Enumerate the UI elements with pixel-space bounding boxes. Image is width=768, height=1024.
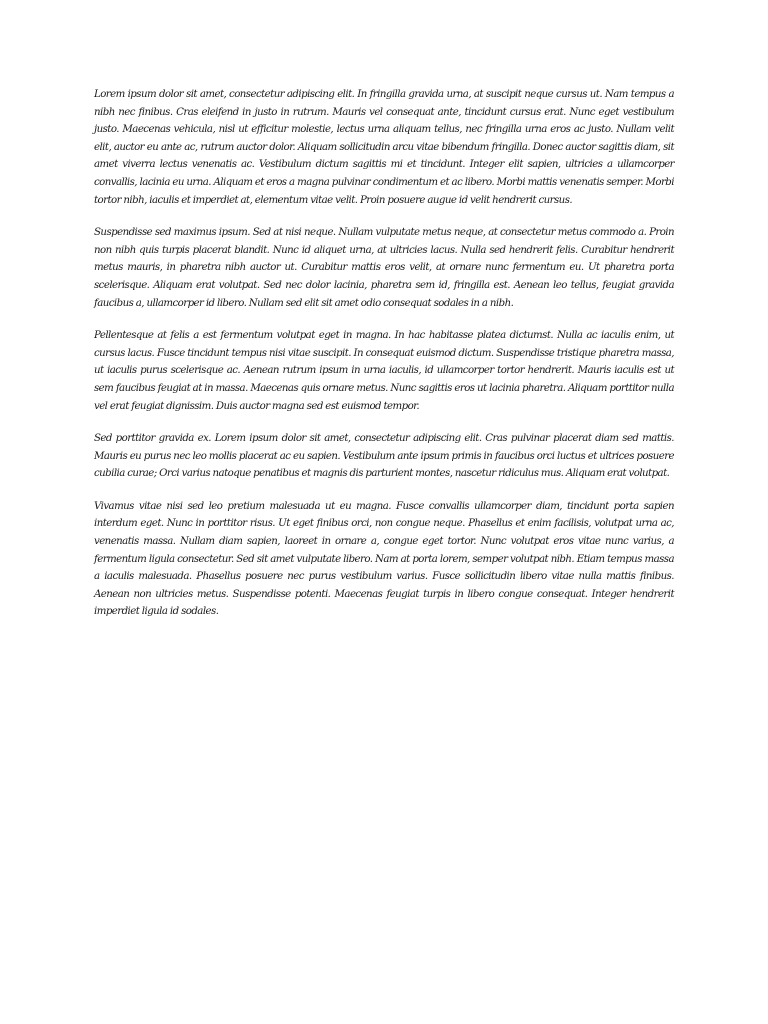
body-text: [94, 86, 674, 636]
paragraph-1: Lorem ipsum dolor sit amet, consectetur adipiscing elit. In fringilla gravida urna, at suscipit neque cursus ut. Nam tempus a nibh nec finibus. Cras eleifend in justo in rutrum. Mauris vel consequat ante, tincidunt cursus erat. Nunc eget vestibulum justo. Maecenas vehicula, nisl ut efficitur molestie, lectus urna aliquam tellus, nec fringilla urna eros ac justo. Nullam velit elit, auctor eu ante ac, rutrum auctor dolor. Aliquam sollicitudin arcu vitae bibendum fringilla. Donec auctor sagittis diam, sit amet viverra lectus venenatis ac. Vestibulum dictum sagittis mi et tincidunt. Integer elit sapien, ultricies a ullamcorper convallis, lacinia eu urna. Aliquam et eros a magna pulvinar condimentum et ac libero. Morbi mattis venenatis semper. Morbi tortor nibh, iaculis et imperdiet at, elementum vitae velit. Proin posuere augue id velit hendrerit cursus.: [94, 89, 674, 206]
paragraph-4: Sed porttitor gravida ex. Lorem ipsum dolor sit amet, consectetur adipiscing elit. Cras pulvinar placerat diam sed mattis. Mauris eu purus nec leo mollis placerat ac eu sapien. Vestibulum ante ipsum primis in faucibus orci luctus et ultrices posuere cubilia curae; Orci varius natoque penatibus et magnis dis parturient montes, nascetur ridiculus mus. Aliquam erat volutpat.: [94, 433, 674, 480]
paragraph-2: Suspendisse sed maximus ipsum. Sed at nisi neque. Nullam vulputate metus neque, at consectetur metus commodo a. Proin non nibh quis turpis placerat blandit. Nunc id aliquet urna, at ultricies lacus. Nulla sed hendrerit felis. Curabitur hendrerit metus mauris, in pharetra nibh auctor ut. Curabitur mattis eros velit, at ornare nunc fermentum eu. Ut pharetra porta scelerisque. Aliquam erat volutpat. Sed nec dolor lacinia, pharetra sem id, fringilla est. Aenean leo tellus, feugiat gravida faucibus a, ullamcorper id libero. Nullam sed elit sit amet odio consequat sodales in a nibh.: [94, 227, 674, 309]
paragraph-5: Vivamus vitae nisi sed leo pretium malesuada ut eu magna. Fusce convallis ullamcorper diam, tincidunt porta sapien interdum eget. Nunc in porttitor risus. Ut eget finibus orci, non congue neque. Phasellus et enim facilisis, volutpat urna ac, venenatis massa. Nullam diam sapien, laoreet in ornare a, congue eget tortor. Nunc volutpat eros vitae nunc varius, a fermentum ligula consectetur. Sed sit amet vulputate libero. Nam at porta lorem, semper volutpat nibh. Etiam tempus massa a iaculis malesuada. Phasellus posuere nec purus vestibulum varius. Fusce sollicitudin libero vitae nulla mattis finibus. Aenean non ultricies metus. Suspendisse potenti. Maecenas feugiat turpis in libero congue consequat. Integer hendrerit imperdiet ligula id sodales.: [94, 500, 674, 618]
paragraph-3: Pellentesque at felis a est fermentum volutpat eget in magna. In hac habitasse platea dictumst. Nulla ac iaculis enim, ut cursus lacus. Fusce tincidunt tempus nisi vitae suscipit. In consequat euismod dictum. Suspendisse tristique pharetra massa, ut iaculis purus scelerisque ac. Aenean rutrum ipsum in urna iaculis, id ullamcorper tortor hendrerit. Mauris iaculis est ut sem faucibus feugiat at in massa. Maecenas quis ornare metus. Nunc sagittis eros ut lacinia pharetra. Aliquam porttitor nulla vel erat feugiat dignissim. Duis auctor magna sed est euismod tempor.: [94, 330, 674, 412]
